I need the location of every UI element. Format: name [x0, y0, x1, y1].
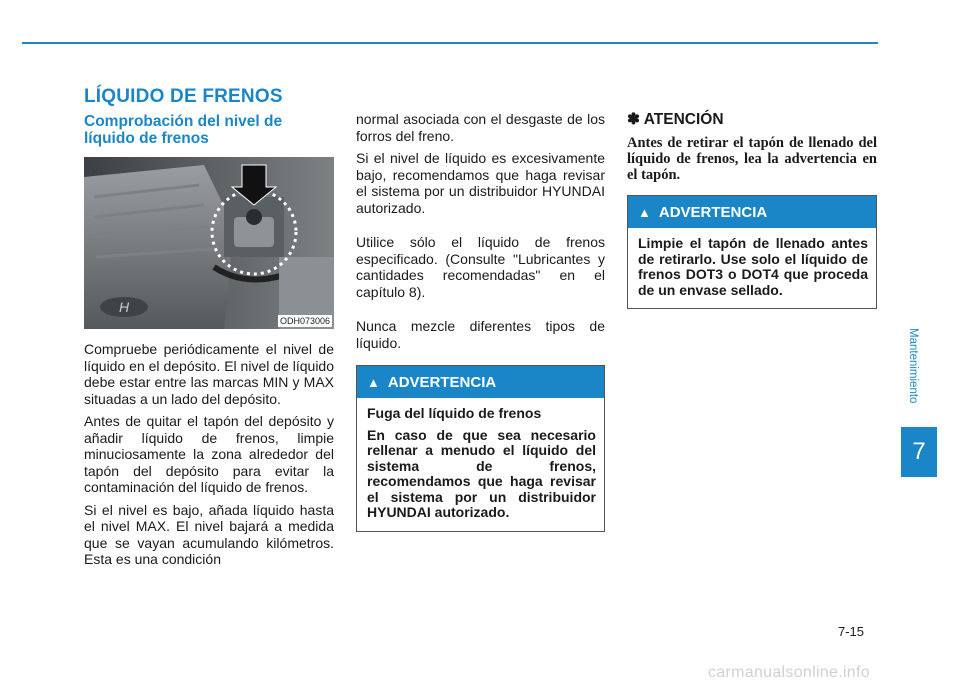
col2-paragraph-4: Nunca mezcle diferentes tipos de líquido.: [356, 318, 605, 351]
warning-body: [628, 228, 876, 308]
chapter-number: 7: [901, 427, 937, 477]
col1-paragraph-2: Antes de quitar el tapón del depósito y añadir líquido de frenos, limpie minuciosamente la zona alrededor del tapón del depósito para evitar la contaminación del líquido de frenos.: [84, 413, 334, 495]
chapter-label: Mantenimiento: [907, 328, 919, 404]
page-number: 7-15: [838, 624, 865, 639]
warning-label: ADVERTENCIA: [387, 373, 497, 391]
engine-photo: [84, 157, 334, 329]
photo-caption: ODH073006: [279, 316, 330, 326]
attention-heading: ✽ ATENCIÓN: [627, 111, 724, 128]
top-rule: [22, 42, 878, 44]
column-3: [627, 110, 877, 309]
warning-label: ADVERTENCIA: [658, 203, 768, 221]
watermark: carmanualsonline.info: [708, 664, 870, 681]
warning-text: Limpie el tapón de llenado antes de retirarlo. Use solo el líquido de frenos DOT3 o DOT4 que proceda de un envase sellado.: [638, 235, 868, 298]
warning-title: Fuga del líquido de frenos: [367, 405, 542, 421]
reservoir-cap: [246, 209, 262, 225]
warning-triangle-icon: ▲: [638, 204, 651, 220]
warning-header: [357, 366, 604, 398]
col2-paragraph-3: Utilice sólo el líquido de frenos especificado. (Consulte "Lubricantes y cantidades recomendadas" en el capítulo 8).: [356, 234, 605, 300]
engine-bay-illustration: [84, 157, 334, 329]
warning-body: [357, 398, 604, 531]
warning-header: [628, 196, 876, 228]
col1-paragraph-3: Si el nivel es bajo, añada líquido hasta el nivel MAX. El nivel bajará a medida que se vayan acumulando kilómetros. Esta es una condición: [84, 501, 334, 567]
warning-box-fluid-leak: [356, 365, 605, 532]
warning-text: En caso de que sea necesario rellenar a menudo el líquido del sistema de frenos, recomendamos que haga revisar el sistema por un distribuidor HYUNDAI autorizado.: [367, 426, 596, 520]
col2-paragraph-2: Si el nivel de líquido es excesivamente bajo, recomendamos que haga revisar el sistema por un distribuidor HYUNDAI autorizado.: [356, 150, 605, 216]
col1-paragraph-1: Compruebe periódicamente el nivel de líquido en el depósito. El nivel de líquido debe estar entre las marcas MIN y MAX situadas a un lado del depósito.: [84, 341, 334, 407]
warning-box-cap: [627, 195, 877, 309]
warning-triangle-icon: ▲: [367, 374, 380, 390]
column-2: [356, 111, 605, 532]
svg-text:H: H: [118, 299, 130, 315]
section-title: LÍQUIDO DE FRENOS: [84, 86, 283, 107]
col2-paragraph-1: normal asociada con el desgaste de los forros del freno.: [356, 111, 605, 144]
column-1: [84, 113, 334, 568]
subheading: Comprobación del nivel de líquido de frenos: [84, 113, 283, 147]
attention-text: Antes de retirar el tapón de llenado del líquido de frenos, lea la advertencia en el tapón.: [627, 135, 877, 183]
